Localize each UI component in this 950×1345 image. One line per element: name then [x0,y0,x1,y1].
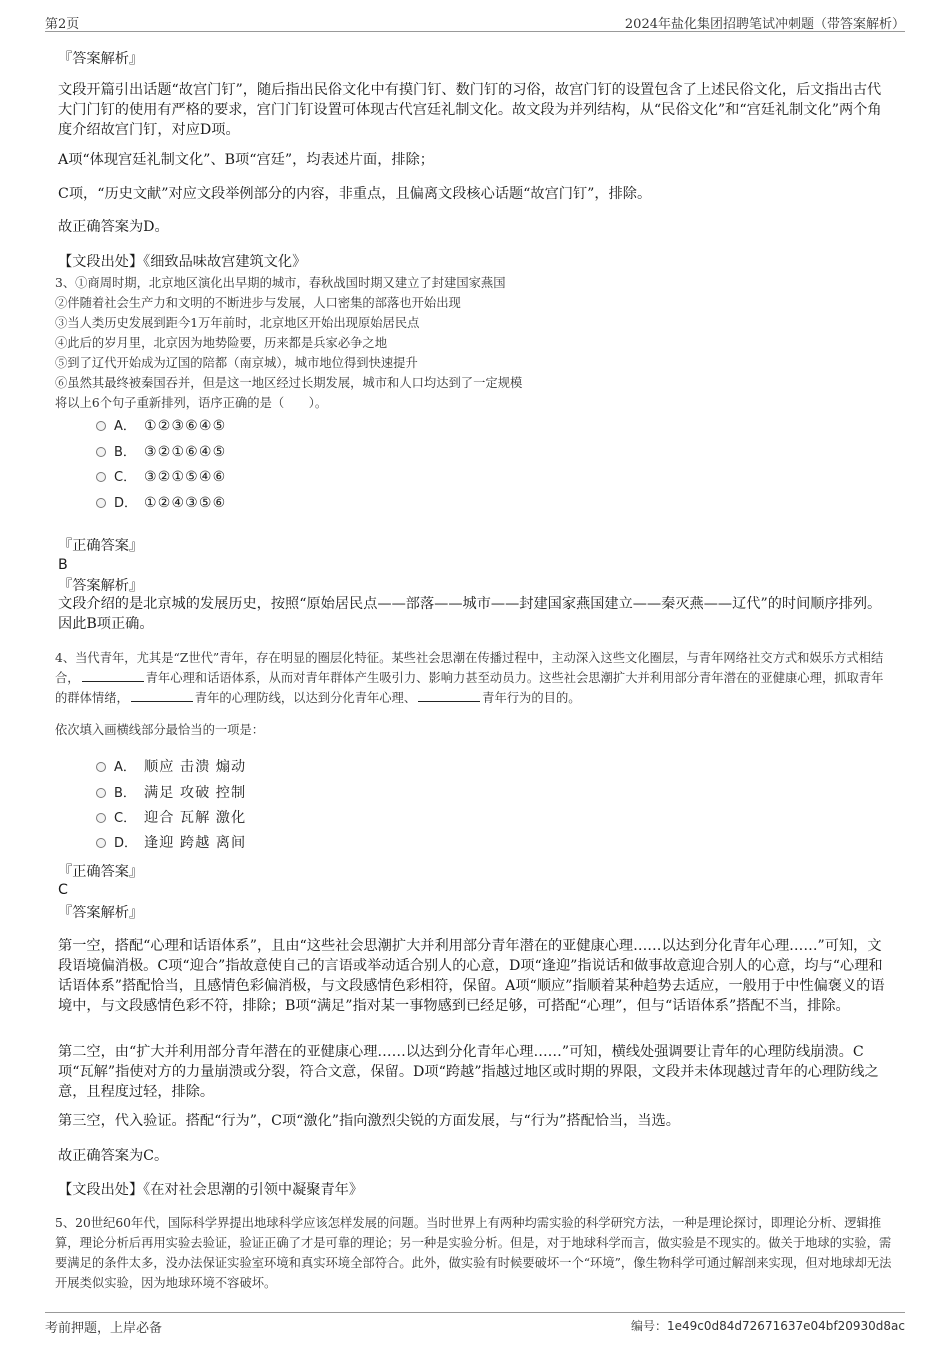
q3-stem [55,273,893,413]
radio-icon[interactable] [96,421,106,431]
q2-analysis-p2: A项“体现宫廷礼制文化”、B项“宫廷”，均表述片面，排除； [58,152,434,168]
radio-icon[interactable] [96,447,106,457]
radio-icon[interactable] [96,762,106,772]
q3-stem-line: ③当人类历史发展到距今1万年前时，北京地区开始出现原始居民点 [55,316,420,330]
q4-option-b[interactable]: B． 满足 攻破 控制 [96,782,246,804]
q4-stem: 4、当代青年，尤其是“Z世代”青年，存在明显的圈层化特征。某些社会思潮在传播过程中，主动深入这些文化圈层，与青年网络社交方式和娱乐方式相结合， 青年心理和话语体系，从而对青年群体产生吸引力、影响力甚至动员力。这些社会思潮扩大并利用部分青年潜在的亚健康心理，抓取青年的群体情绪， 青年的心理防线，以达到分化青年心理、 青年行为的目的。 [55,651,884,705]
q4-answer: C [58,882,68,898]
q3-option-d[interactable]: D． ①②④③⑤⑥ [96,492,226,514]
q2-analysis-p3: C项，“历史文献”对应文段举例部分的内容，非重点，且偏离文段核心话题“故宫门钉”，排除。 [58,186,652,202]
q3-option-a[interactable]: A． ①②③⑥④⑤ [96,415,226,437]
q3-option-c[interactable]: C． ③②①⑤④⑥ [96,466,226,488]
q3-answer: B [58,557,68,573]
document-id: 编号：1e49c0d84d72671637e04bf20930d8ac [631,1319,905,1333]
q3-stem-line: ②伴随着社会生产力和文明的不断进步与发展，人口密集的部落也开始出现 [55,296,461,310]
q3-stem-line: ⑥虽然其最终被秦国吞并，但是这一地区经过长期发展，城市和人口均达到了一定规模 [55,376,523,390]
radio-icon[interactable] [96,788,106,798]
q4-analysis-p4: 故正确答案为C。 [58,1148,169,1164]
q3-stem-line: 3、①商周时期，北京地区演化出早期的城市，春秋战国时期又建立了封建国家燕国 [55,276,506,290]
q4-answer-label: 『正确答案』 [58,864,144,880]
q2-analysis-p4: 故正确答案为D。 [58,219,169,235]
document-title: 2024年盐化集团招聘笔试冲刺题（带答案解析） [624,17,905,32]
page-header [45,12,905,32]
q4-instruction: 依次填入画横线部分最恰当的一项是： [55,723,265,737]
q5-stem: 5、20世纪60年代，国际科学界提出地球科学应该怎样发展的问题。当时世界上有两种均需实验的科学研究方法，一种是理论探讨，即理论分析、逻辑推算，理论分析后再用实验去验证，验证正确了才是可靠的理论；另一种是实验分析。但是，对于地球科学而言，做实验是不现实的。做关于地球的实验，需要满足的条件太多，没办法保证实验室环境和真实环境全部符合。此外，做实验有时候要破坏一个“环境”，像生物科学可通过解剖来实现，但对地球却无法开展类似实验，因为地球环境不容破坏。 [55,1216,892,1290]
q2-analysis-p1: 文段开篇引出话题“故宫门钉”，随后指出民俗文化中有摸门钉、数门钉的习俗，故宫门钉的设置包含了上述民俗文化，后文指出古代大门门钉的使用有严格的要求，宫门门钉设置可体现古代宫廷礼制文化。故文段为并列结构，从“民俗文化”和“宫廷礼制文化”两个角度介绍故宫门钉，对应D项。 [58,82,882,138]
q3-answer-label: 『正确答案』 [58,538,144,554]
radio-icon[interactable] [96,472,106,482]
radio-icon[interactable] [96,498,106,508]
q3-option-b[interactable]: B． ③②①⑥④⑤ [96,441,226,463]
q3-stem-line: 将以上6个句子重新排列，语序正确的是（ ）。 [55,396,328,410]
q2-source: 【文段出处】《细致品味故宫建筑文化》 [58,254,307,270]
q3-analysis: 文段介绍的是北京城的发展历史，按照“原始居民点——部落——城市——封建国家燕国建立——秦灭燕——辽代”的时间顺序排列。因此B项正确。 [58,596,882,632]
fill-blank-1[interactable] [82,670,144,682]
page-number: 第2页 [45,17,80,32]
q3-analysis-label: 『答案解析』 [58,578,144,594]
radio-icon[interactable] [96,838,106,848]
footer-slogan: 考前押题，上岸必备 [45,1321,163,1336]
radio-icon[interactable] [96,813,106,823]
fill-blank-2[interactable] [131,690,193,702]
q4-source: 【文段出处】《在对社会思潮的引领中凝聚青年》 [58,1182,364,1198]
q3-stem-line: ④此后的岁月里，北京因为地势险要，历来都是兵家必争之地 [55,336,388,350]
q4-analysis-p3: 第三空，代入验证。搭配“行为”，C项“激化”指向激烈尖锐的方面发展，与“行为”搭配恰当，当选。 [58,1113,680,1129]
q4-analysis-p1: 第一空，搭配“心理和话语体系”，且由“这些社会思潮扩大并利用部分青年潜在的亚健康心理……以达到分化青年心理……”可知，文段语境偏消极。C项“迎合”指故意使自己的言语或举动适合别人的心意，D项“逢迎”指说话和做事故意迎合别人的心意，均与“心理和话语体系”搭配恰当，且感情色彩偏消极，与文段感情色彩相符，保留。A项“顺应”指顺着某种趋势去适应，一般用于中性偏褒义的语境中，与文段感情色彩不符，排除；B项“满足”指对某一事物感到已经足够，可搭配“心理”，但与“话语体系”搭配不当，排除。 [58,938,885,1014]
q4-analysis-p2: 第二空，由“扩大并利用部分青年潜在的亚健康心理……以达到分化青年心理……”可知，横线处强调要让青年的心理防线崩溃。C项“瓦解”指使对方的力量崩溃或分裂，符合文意，保留。D项“跨越”指越过地区或时期的界限，文段并未体现越过青年的心理防线之意，且程度过轻，排除。 [58,1044,879,1100]
q4-analysis-label: 『答案解析』 [58,905,144,921]
q2-analysis-label: 『答案解析』 [58,51,144,67]
page-footer [45,1312,905,1334]
q3-stem-line: ⑤到了辽代开始成为辽国的陪都（南京城），城市地位得到快速提升 [55,356,418,370]
q4-option-a[interactable]: A． 顺应 击溃 煽动 [96,756,246,778]
q4-option-d[interactable]: D． 逢迎 跨越 离间 [96,832,246,854]
q4-option-c[interactable]: C． 迎合 瓦解 激化 [96,807,246,829]
fill-blank-3[interactable] [418,690,480,702]
